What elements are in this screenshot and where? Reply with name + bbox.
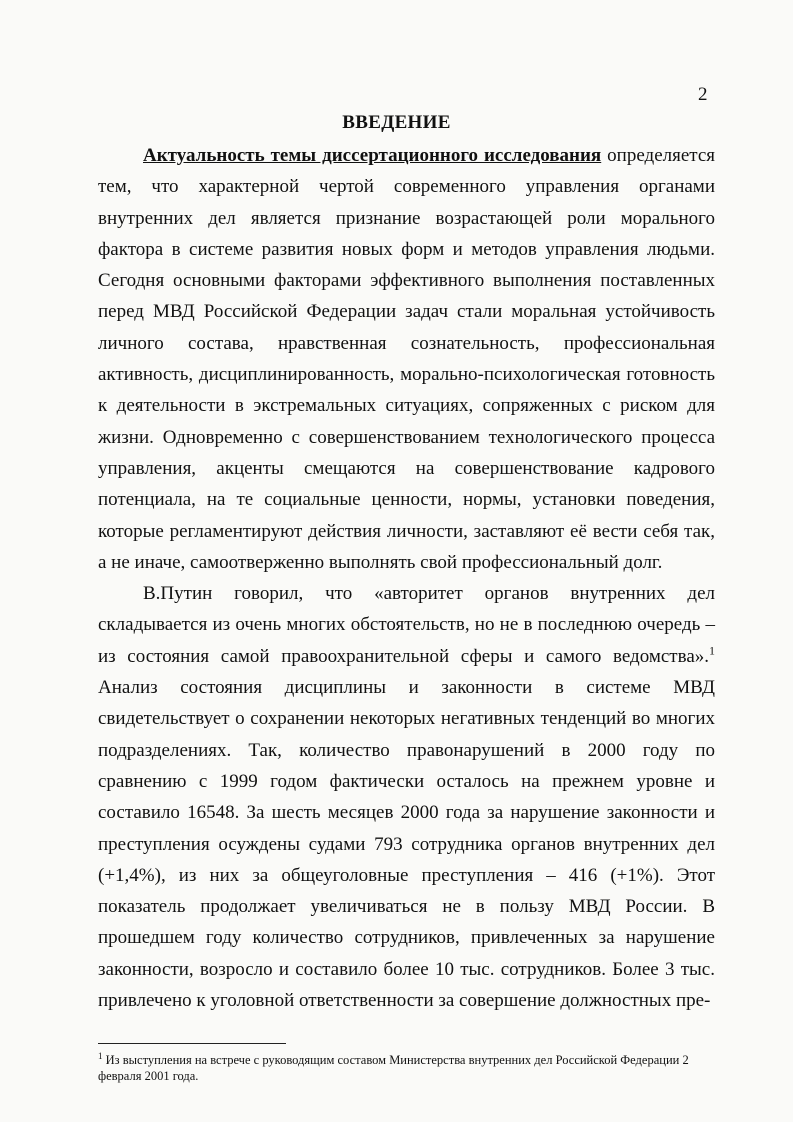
paragraph-lead: Актуальность темы диссертационного исследования <box>143 145 602 166</box>
paragraph-putin-quote <box>98 578 715 1016</box>
paragraph-text: В.Путин говорил, что «авторитет органов внутренних дел складывается из очень многих обстоятельств, но не в последнюю очередь – из состояния самой правоохранительной сферы и самого ведомства». <box>98 583 715 667</box>
footnote-reference[interactable]: 1 <box>709 643 715 658</box>
section-title: ВВЕДЕНИЕ <box>342 112 451 133</box>
paragraph-relevance <box>98 140 715 578</box>
body-text <box>98 140 715 1016</box>
footnote-mark: 1 <box>98 1050 103 1061</box>
footnote <box>98 1052 718 1084</box>
paragraph-text: определяется тем, что характерной чертой современного управления органами внутренних дел является признание возрастающей роли морального фактора в системе развития новых форм и методов управления людьми. Сегодня основными факторами эффективного выполнения поставленных перед МВД Российской Федерации задач стали моральная устойчивость личного состава, нравственная сознательность, профессиональная активность, дисциплинированность, морально-психологическая готовность к деятельности в экстремальных ситуациях, сопряженных с риском для жизни. Одновременно с совершенствованием технологического процесса управления, акценты смещаются на совершенствование кадрового потенциала, на те социальные ценности, нормы, установки поведения, которые регламентируют действия личности, заставляют её вести себя так, а не иначе, самоотверженно выполнять свой профессиональный долг. <box>98 145 715 573</box>
page-number: 2 <box>698 84 708 105</box>
footnote-text: Из выступления на встрече с руководящим составом Министерства внутренних дел Российской Федерации 2 февраля 2001 года. <box>98 1053 689 1083</box>
paragraph-text: Анализ состояния дисциплины и законности в системе МВД свидетельствует о сохранении некоторых негативных тенденций во многих подразделениях. Так, количество правонарушений в 2000 году по сравнению с 1999 годом фактически осталось на прежнем уровне и составило 16548. За шесть месяцев 2000 года за нарушение законности и преступления осуждены судами 793 сотрудника органов внутренних дел (+1,4%), из них за общеуголовные преступления – 416 (+1%). Этот показатель продолжает увеличиваться не в пользу МВД России. В прошедшем году количество сотрудников, привлеченных за нарушение законности, возросло и составило более 10 тыс. сотрудников. Более 3 тыс. привлечено к уголовной ответственности за совершение должностных пре- <box>98 677 715 1012</box>
footnote-divider <box>98 1043 286 1044</box>
